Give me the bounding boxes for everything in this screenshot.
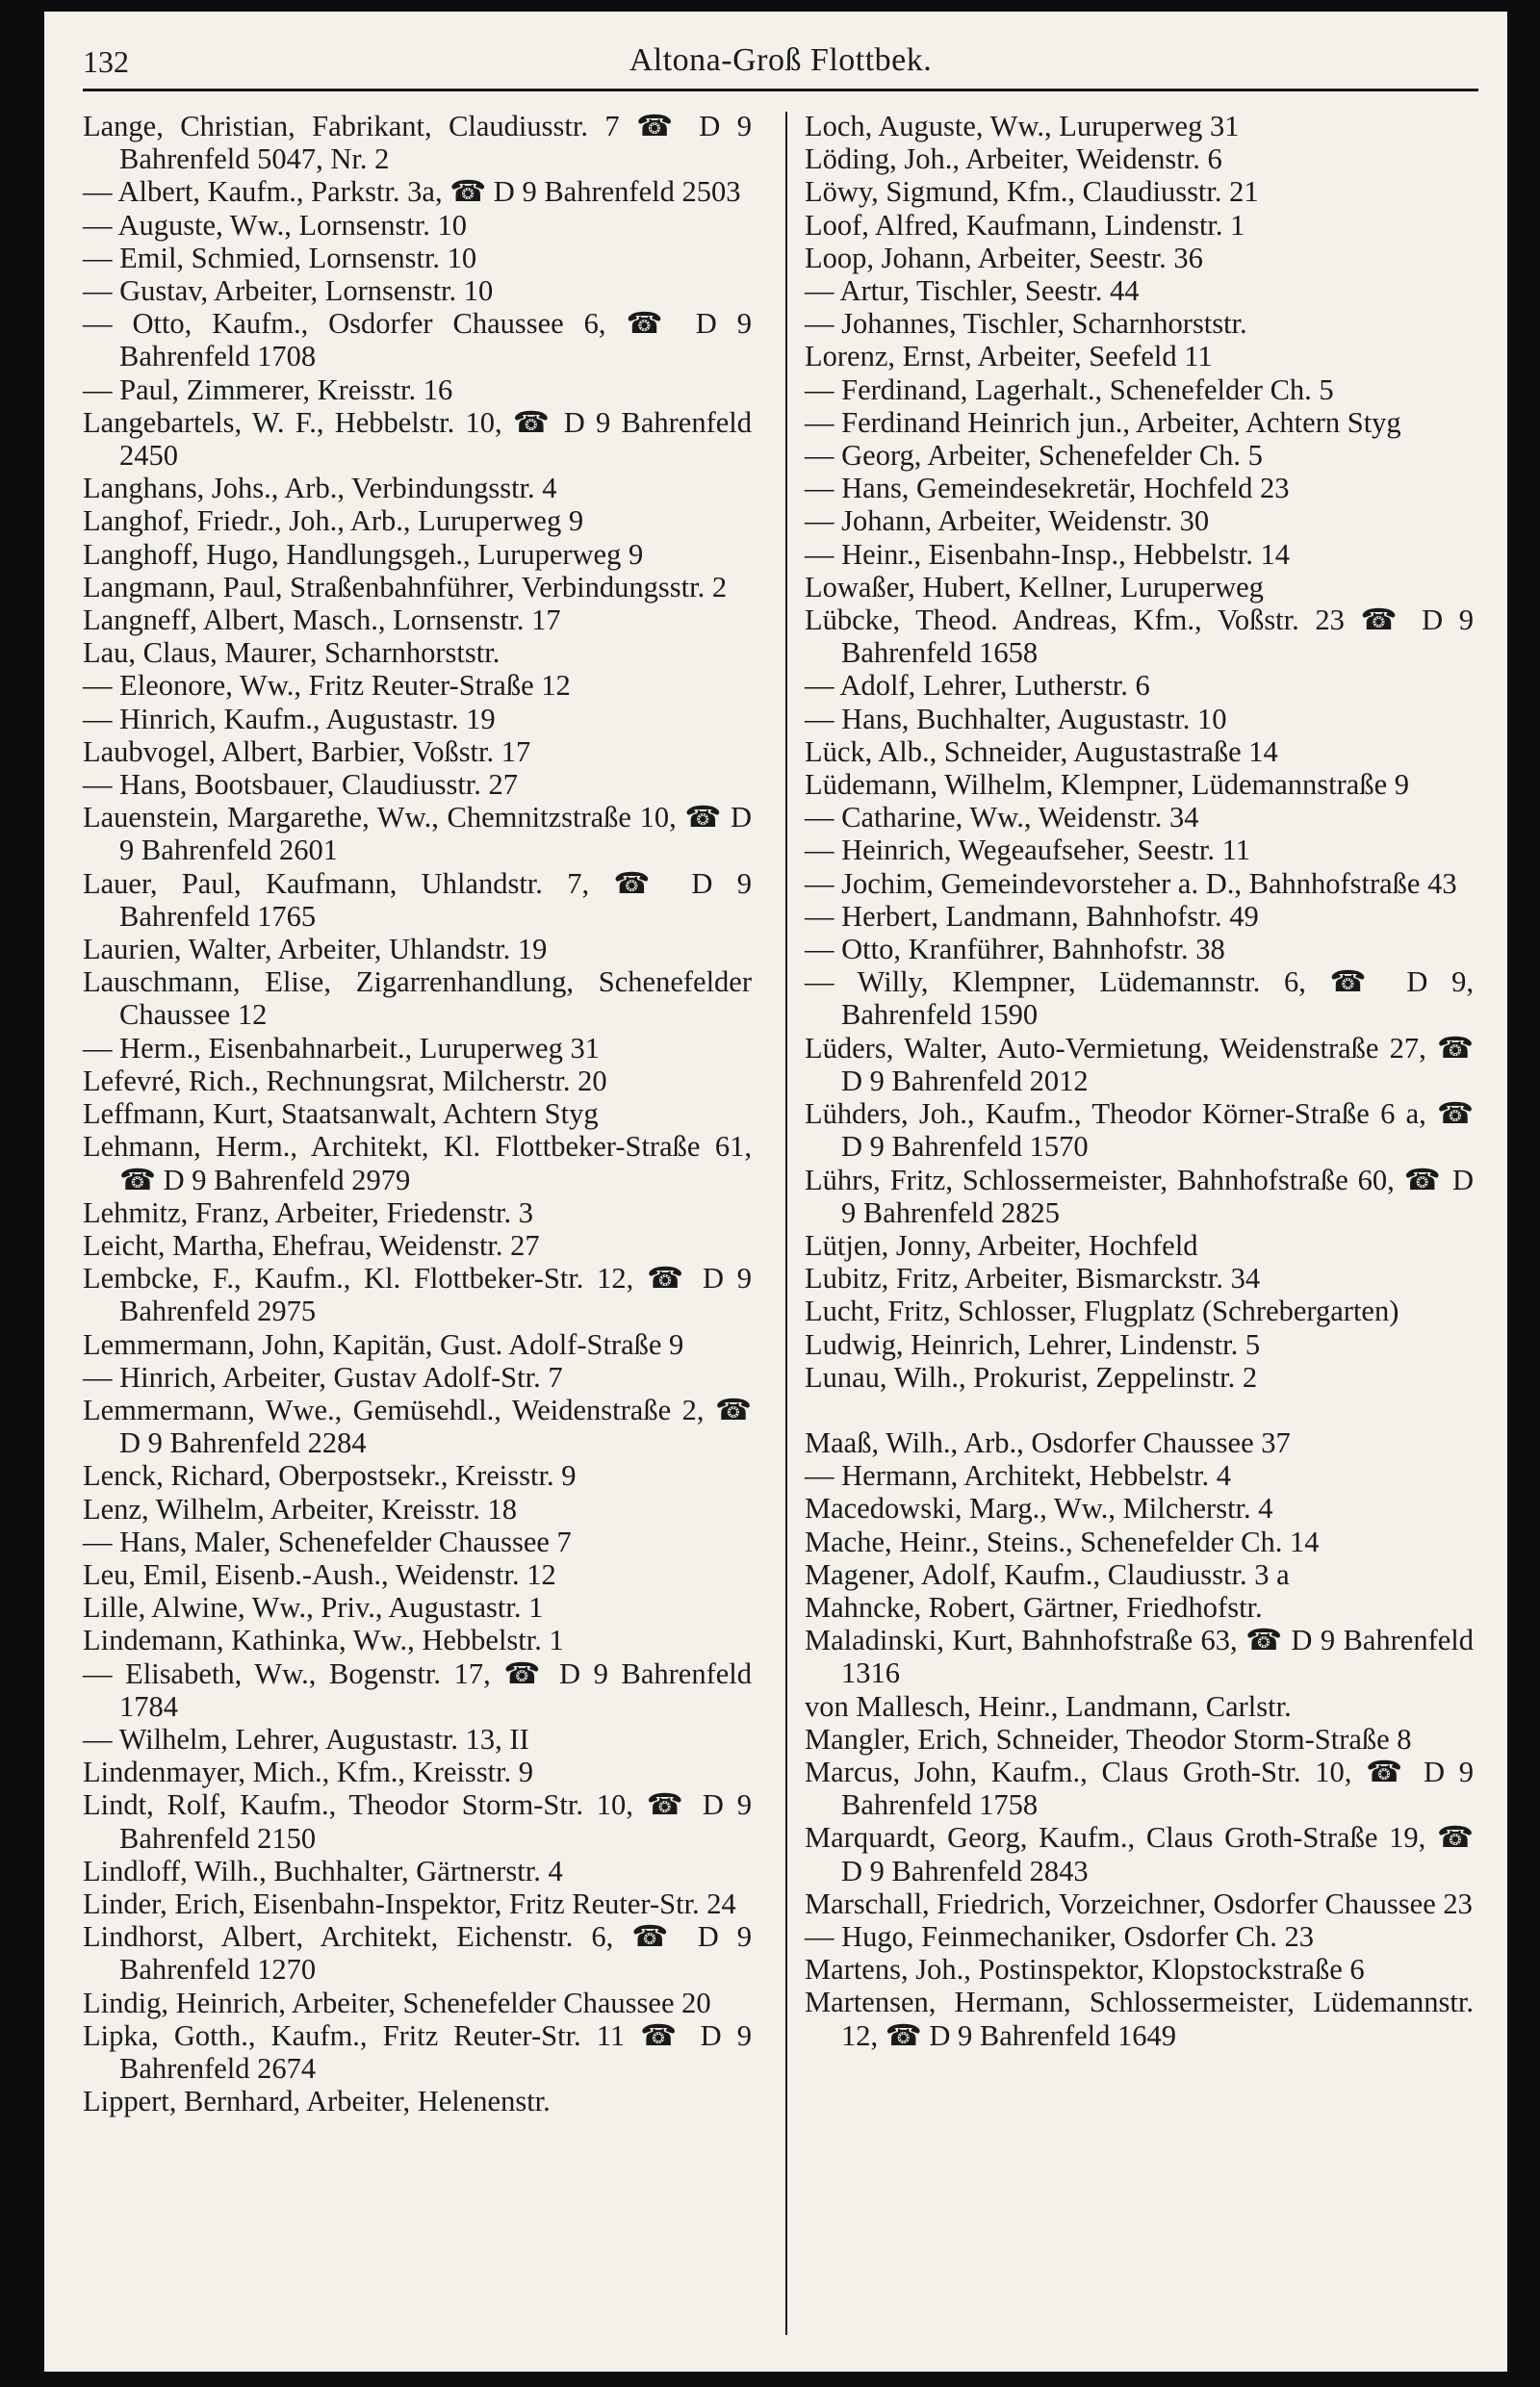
directory-entry: Lühders, Joh., Kaufm., Theodor Körner-Straße 6 a, ☎ D 9 Bahrenfeld 1570	[805, 1097, 1474, 1164]
directory-entry: Langmann, Paul, Straßenbahnführer, Verbindungsstr. 2	[83, 570, 728, 603]
directory-entry: Lauschmann, Elise, Zigarrenhandlung, Schenefelder Chaussee 12	[83, 965, 752, 1032]
directory-entry: — Auguste, Ww., Lornsenstr. 10	[83, 208, 468, 242]
directory-entry: Lorenz, Ernst, Arbeiter, Seefeld 11	[805, 340, 1213, 373]
directory-entry: — Elisabeth, Ww., Bogenstr. 17, ☎ D 9 Bahrenfeld 1784	[83, 1656, 752, 1723]
directory-entry: — Hans, Gemeindesekretär, Hochfeld 23	[805, 472, 1290, 505]
directory-entry: Mahncke, Robert, Gärtner, Friedhofstr.	[805, 1590, 1263, 1624]
directory-entry: Martens, Joh., Postinspektor, Klopstockstraße 6	[805, 1953, 1365, 1987]
directory-entry: Lenck, Richard, Oberpostsekr., Kreisstr. 9	[83, 1459, 577, 1493]
directory-entry: — Wilhelm, Lehrer, Augustastr. 13, II	[83, 1722, 529, 1756]
directory-entry: — Heinrich, Wegeaufseher, Seestr. 11	[805, 834, 1250, 867]
directory-entry: — Gustav, Arbeiter, Lornsenstr. 10	[83, 274, 494, 308]
directory-entry: Mache, Heinr., Steins., Schenefelder Ch. 14	[805, 1525, 1320, 1558]
directory-entry: Löding, Joh., Arbeiter, Weidenstr. 6	[805, 142, 1222, 176]
directory-entry: — Hans, Buchhalter, Augustastr. 10	[805, 702, 1227, 735]
page-header	[83, 35, 1478, 87]
directory-entry: Leffmann, Kurt, Staatsanwalt, Achtern Styg	[83, 1097, 599, 1131]
directory-entry: Lowaßer, Hubert, Kellner, Luruperweg	[805, 570, 1264, 603]
directory-entry: Lille, Alwine, Ww., Priv., Augustastr. 1	[83, 1591, 544, 1625]
directory-entry: Lenz, Wilhelm, Arbeiter, Kreisstr. 18	[83, 1492, 517, 1526]
directory-entry: Langhof, Friedr., Joh., Arb., Luruperweg 9	[83, 504, 584, 538]
directory-entry: Lehmann, Herm., Architekt, Kl. Flottbeker-Straße 61, ☎ D 9 Bahrenfeld 2979	[83, 1130, 752, 1196]
directory-entry: Mangler, Erich, Schneider, Theodor Storm-Straße 8	[805, 1722, 1412, 1756]
directory-entry: Loch, Auguste, Ww., Luruperweg 31	[805, 110, 1240, 142]
directory-entry: — Hugo, Feinmechaniker, Osdorfer Ch. 23	[805, 1919, 1315, 1953]
directory-entry: Maladinski, Kurt, Bahnhofstraße 63, ☎ D 9 Bahrenfeld 1316	[805, 1624, 1474, 1690]
directory-entry: — Willy, Klempner, Lüdemannstr. 6, ☎ D 9, Bahrenfeld 1590	[805, 965, 1474, 1032]
directory-entry: Langhans, Johs., Arb., Verbindungsstr. 4	[83, 472, 557, 505]
directory-entry: Leu, Emil, Eisenb.-Aush., Weidenstr. 12	[83, 1557, 556, 1591]
directory-entry: Lunau, Wilh., Prokurist, Zeppelinstr. 2	[805, 1360, 1258, 1394]
directory-entry: Lindloff, Wilh., Buchhalter, Gärtnerstr. 4	[83, 1854, 563, 1887]
directory-entry: — Jochim, Gemeindevorsteher a. D., Bahnhofstraße 43	[805, 866, 1457, 900]
directory-entry: Lindt, Rolf, Kaufm., Theodor Storm-Str. 10, ☎ D 9 Bahrenfeld 2150	[83, 1788, 752, 1855]
directory-entry: Lembcke, F., Kaufm., Kl. Flottbeker-Str. 12, ☎ D 9 Bahrenfeld 2975	[83, 1262, 752, 1328]
right-column	[805, 110, 1474, 2052]
directory-entry: Lubitz, Fritz, Arbeiter, Bismarckstr. 34	[805, 1262, 1261, 1296]
directory-entry: Macedowski, Marg., Ww., Milcherstr. 4	[805, 1492, 1273, 1526]
directory-entry: Magener, Adolf, Kaufm., Claudiusstr. 3 a	[805, 1557, 1290, 1591]
directory-entry: Lauenstein, Margarethe, Ww., Chemnitzstraße 10, ☎ D 9 Bahrenfeld 2601	[83, 801, 752, 867]
page-number: 132	[83, 44, 129, 79]
directory-entry: — Hermann, Architekt, Hebbelstr. 4	[805, 1459, 1231, 1493]
directory-entry: — Herm., Eisenbahnarbeit., Luruperweg 31	[83, 1031, 600, 1065]
directory-entry: — Eleonore, Ww., Fritz Reuter-Straße 12	[83, 669, 571, 703]
directory-entry: Lemmermann, John, Kapitän, Gust. Adolf-Straße 9	[83, 1327, 684, 1361]
directory-entry: Lütjen, Jonny, Arbeiter, Hochfeld	[805, 1228, 1198, 1262]
directory-entry: Marquardt, Georg, Kaufm., Claus Groth-Straße 19, ☎ D 9 Bahrenfeld 2843	[805, 1821, 1474, 1887]
directory-entry: — Herbert, Landmann, Bahnhofstr. 49	[805, 899, 1259, 933]
directory-entry: Löwy, Sigmund, Kfm., Claudiusstr. 21	[805, 175, 1259, 209]
directory-entry: Leicht, Martha, Ehefrau, Weidenstr. 27	[83, 1228, 540, 1262]
directory-entry: — Albert, Kaufm., Parkstr. 3a, ☎ D 9 Bahrenfeld 2503	[83, 175, 741, 209]
directory-entry: Lindenmayer, Mich., Kfm., Kreisstr. 9	[83, 1756, 534, 1789]
directory-entry: Langneff, Albert, Masch., Lornsenstr. 17	[83, 603, 561, 637]
directory-entry: Lindemann, Kathinka, Ww., Hebbelstr. 1	[83, 1624, 564, 1657]
directory-entry: Lück, Alb., Schneider, Augustastraße 14	[805, 734, 1278, 768]
directory-entry: Lauer, Paul, Kaufmann, Uhlandstr. 7, ☎ D 9 Bahrenfeld 1765	[83, 866, 752, 933]
directory-entry: — Georg, Arbeiter, Schenefelder Ch. 5	[805, 439, 1263, 473]
directory-entry: — Heinr., Eisenbahn-Insp., Hebbelstr. 14	[805, 537, 1291, 571]
directory-entry: Lindig, Heinrich, Arbeiter, Schenefelder Chaussee 20	[83, 1986, 711, 2019]
directory-entry: — Johannes, Tischler, Scharnhorststr.	[805, 307, 1247, 341]
directory-entry: Langhoff, Hugo, Handlungsgeh., Luruperweg 9	[83, 537, 644, 571]
directory-entry: Martensen, Hermann, Schlossermeister, Lüdemannstr. 12, ☎ D 9 Bahrenfeld 1649	[805, 1986, 1474, 2052]
directory-entry: — Hinrich, Arbeiter, Gustav Adolf-Str. 7	[83, 1360, 563, 1394]
directory-entry: — Otto, Kaufm., Osdorfer Chaussee 6, ☎ D 9 Bahrenfeld 1708	[83, 307, 752, 373]
directory-entry: Lührs, Fritz, Schlossermeister, Bahnhofstraße 60, ☎ D 9 Bahrenfeld 2825	[805, 1163, 1474, 1229]
directory-entry: — Hans, Maler, Schenefelder Chaussee 7	[83, 1525, 572, 1558]
running-title: Altona-Groß Flottbek.	[629, 42, 933, 78]
directory-entry: Lefevré, Rich., Rechnungsrat, Milcherstr. 20	[83, 1064, 607, 1097]
directory-entry: von Mallesch, Heinr., Landmann, Carlstr.	[805, 1689, 1292, 1723]
directory-entry: — Adolf, Lehrer, Lutherstr. 6	[805, 669, 1150, 703]
directory-entry: Linder, Erich, Eisenbahn-Inspektor, Fritz Reuter-Str. 24	[83, 1886, 736, 1920]
directory-entry: — Hans, Bootsbauer, Claudiusstr. 27	[83, 768, 519, 802]
header-rule	[83, 89, 1478, 91]
directory-entry: Lange, Christian, Fabrikant, Claudiusstr. 7 ☎ D 9 Bahrenfeld 5047, Nr. 2	[83, 110, 752, 176]
directory-entry: Lemmermann, Wwe., Gemüsehdl., Weidenstraße 2, ☎ D 9 Bahrenfeld 2284	[83, 1393, 752, 1460]
directory-entry: Lindhorst, Albert, Architekt, Eichenstr. 6, ☎ D 9 Bahrenfeld 1270	[83, 1920, 752, 1987]
directory-entry: Ludwig, Heinrich, Lehrer, Lindenstr. 5	[805, 1327, 1261, 1361]
left-column	[83, 110, 752, 2118]
directory-entry: — Emil, Schmied, Lornsenstr. 10	[83, 241, 477, 274]
directory-entry: Langebartels, W. F., Hebbelstr. 10, ☎ D 9 Bahrenfeld 2450	[83, 405, 752, 473]
directory-entry: — Ferdinand, Lagerhalt., Schenefelder Ch. 5	[805, 372, 1334, 406]
directory-entry: Marschall, Friedrich, Vorzeichner, Osdorfer Chaussee 23	[805, 1886, 1473, 1920]
directory-entry: Lucht, Fritz, Schlosser, Flugplatz (Schrebergarten)	[805, 1295, 1399, 1328]
directory-entry: Lehmitz, Franz, Arbeiter, Friedenstr. 3	[83, 1195, 534, 1229]
directory-page	[44, 12, 1507, 2372]
directory-entry: Lau, Claus, Maurer, Scharnhorststr.	[83, 636, 500, 670]
directory-entry: Marcus, John, Kaufm., Claus Groth-Str. 10, ☎ D 9 Bahrenfeld 1758	[805, 1755, 1474, 1822]
directory-entry: Loof, Alfred, Kaufmann, Lindenstr. 1	[805, 208, 1245, 242]
directory-entry: Maaß, Wilh., Arb., Osdorfer Chaussee 37	[805, 1425, 1291, 1459]
column-divider	[785, 112, 787, 2335]
directory-entry: — Ferdinand Heinrich jun., Arbeiter, Achtern Styg	[805, 405, 1401, 439]
directory-entry: Lüdemann, Wilhelm, Klempner, Lüdemannstraße 9	[805, 768, 1409, 802]
directory-entry: — Otto, Kranführer, Bahnhofstr. 38	[805, 933, 1225, 966]
directory-entry: Lipka, Gotth., Kaufm., Fritz Reuter-Str. 11 ☎ D 9 Bahrenfeld 2674	[83, 2018, 752, 2085]
directory-entry: Lippert, Bernhard, Arbeiter, Helenenstr.	[83, 2085, 551, 2118]
directory-entry: Lüders, Walter, Auto-Vermietung, Weidenstraße 27, ☎ D 9 Bahrenfeld 2012	[805, 1031, 1474, 1097]
directory-entry: — Johann, Arbeiter, Weidenstr. 30	[805, 504, 1210, 538]
directory-entry: — Artur, Tischler, Seestr. 44	[805, 274, 1140, 308]
directory-entry: Laubvogel, Albert, Barbier, Voßstr. 17	[83, 734, 531, 768]
directory-entry: — Hinrich, Kaufm., Augustastr. 19	[83, 702, 496, 735]
directory-entry: — Paul, Zimmerer, Kreisstr. 16	[83, 372, 453, 406]
directory-entry: Loop, Johann, Arbeiter, Seestr. 36	[805, 241, 1203, 274]
directory-entry: Lübcke, Theod. Andreas, Kfm., Voßstr. 23 ☎ D 9 Bahrenfeld 1658	[805, 603, 1474, 670]
directory-entry: — Catharine, Ww., Weidenstr. 34	[805, 801, 1199, 834]
directory-entry: Laurien, Walter, Arbeiter, Uhlandstr. 19	[83, 933, 548, 966]
